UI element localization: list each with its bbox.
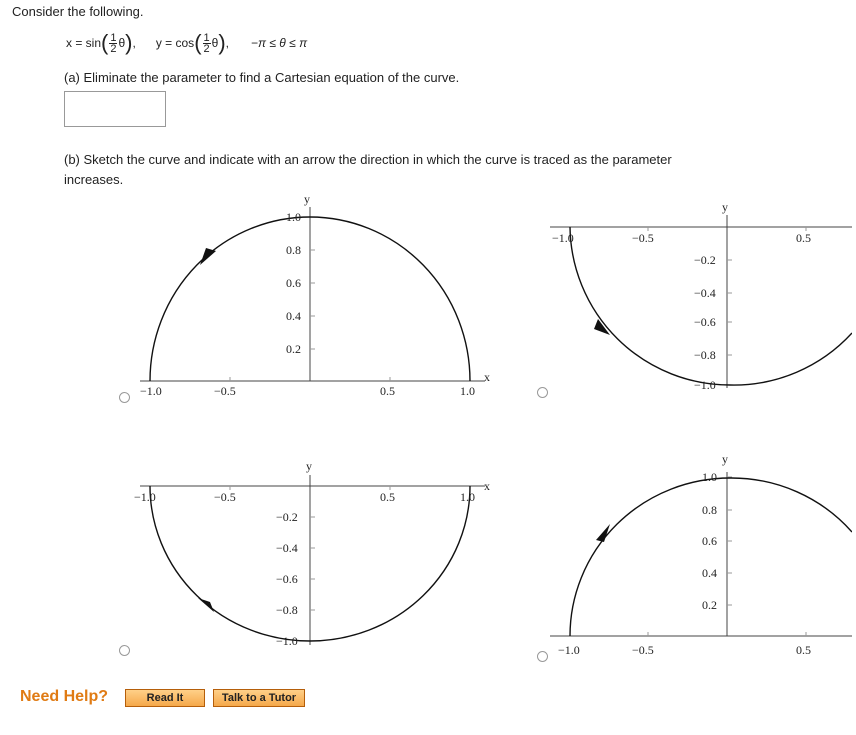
part-a-answer-input[interactable] <box>64 91 166 127</box>
option-a-graph <box>130 195 500 405</box>
problem-intro: Consider the following. <box>12 4 144 19</box>
option-b-radio[interactable] <box>537 387 548 398</box>
tick-label: −1.0 <box>134 490 156 504</box>
option-a-radio[interactable] <box>119 392 130 403</box>
tick-label: −0.5 <box>632 231 654 245</box>
tick-label: 0.5 <box>380 490 395 504</box>
tick-label: 1.0 <box>460 490 475 504</box>
tick-label: 0.6 <box>702 534 717 548</box>
y-axis-label: y <box>722 200 728 214</box>
y-axis-label: y <box>722 452 728 466</box>
part-b-prompt-line2: increases. <box>64 172 124 187</box>
tick-label: −1.0 <box>552 231 574 245</box>
tick-label: 0.2 <box>286 342 301 356</box>
tick-label: −1.0 <box>558 643 580 657</box>
x-axis-label: x <box>484 479 490 493</box>
tick-label: 0.8 <box>286 243 301 257</box>
need-help-label: Need Help? <box>20 688 109 705</box>
tick-label: 0.2 <box>702 598 717 612</box>
part-b-prompt-line1: (b) Sketch the curve and indicate with an arrow the direction in which the curve is traced as the parameter <box>64 152 672 167</box>
option-d-graph <box>550 452 852 662</box>
tick-label: 1.0 <box>702 470 717 484</box>
tick-label: 1.0 <box>460 384 475 398</box>
tick-label: −0.6 <box>276 572 298 586</box>
tick-label: 0.5 <box>796 231 811 245</box>
part-a-prompt: (a) Eliminate the parameter to find a Cartesian equation of the curve. <box>64 70 460 85</box>
tick-label: −0.5 <box>214 384 236 398</box>
tick-label: 0.5 <box>796 643 811 657</box>
option-b-graph <box>550 195 852 395</box>
tick-label: −0.2 <box>694 253 716 267</box>
eq-x-lhs: x = sin <box>66 36 102 50</box>
tick-label: 0.4 <box>286 309 301 323</box>
tick-label: −1.0 <box>140 384 162 398</box>
tick-label: 0.6 <box>286 276 301 290</box>
option-c-radio[interactable] <box>119 645 130 656</box>
tick-label: −0.2 <box>276 510 298 524</box>
option-c-graph <box>130 455 500 655</box>
direction-arrow-icon <box>198 598 214 612</box>
parameter-range: −π ≤ θ ≤ π <box>251 36 308 50</box>
tick-label: −0.5 <box>214 490 236 504</box>
x-axis-label: x <box>484 370 490 384</box>
fraction: $\frac{1}{2}$ <box>110 31 117 55</box>
y-axis-label: y <box>304 195 310 206</box>
eq-y-lhs: y = cos <box>155 36 195 50</box>
direction-arrow-icon <box>200 248 216 265</box>
parametric-equations: x = sin ( $\frac{1}{2}$ θ ) , y = cos ( $\frac{1}{2}$ θ ) , −π ≤ θ ≤ π <box>66 30 308 55</box>
tick-label: −0.4 <box>694 286 716 300</box>
tick-label: 0.8 <box>702 503 717 517</box>
tick-label: −0.8 <box>694 348 716 362</box>
tick-label: −1.0 <box>694 378 716 392</box>
option-d-radio[interactable] <box>537 651 548 662</box>
tick-label: −0.4 <box>276 541 298 555</box>
theta-symbol: θ <box>118 36 126 50</box>
tick-label: 0.4 <box>702 566 717 580</box>
tick-label: −0.6 <box>694 315 716 329</box>
tick-label: −0.8 <box>276 603 298 617</box>
read-it-button[interactable]: Read It <box>125 689 205 707</box>
y-axis-label: y <box>306 459 312 473</box>
tick-label: 0.5 <box>380 384 395 398</box>
tick-label: 1.0 <box>286 210 301 224</box>
talk-to-tutor-button[interactable]: Talk to a Tutor <box>213 689 305 707</box>
tick-label: −1.0 <box>276 634 298 648</box>
tick-label: −0.5 <box>632 643 654 657</box>
